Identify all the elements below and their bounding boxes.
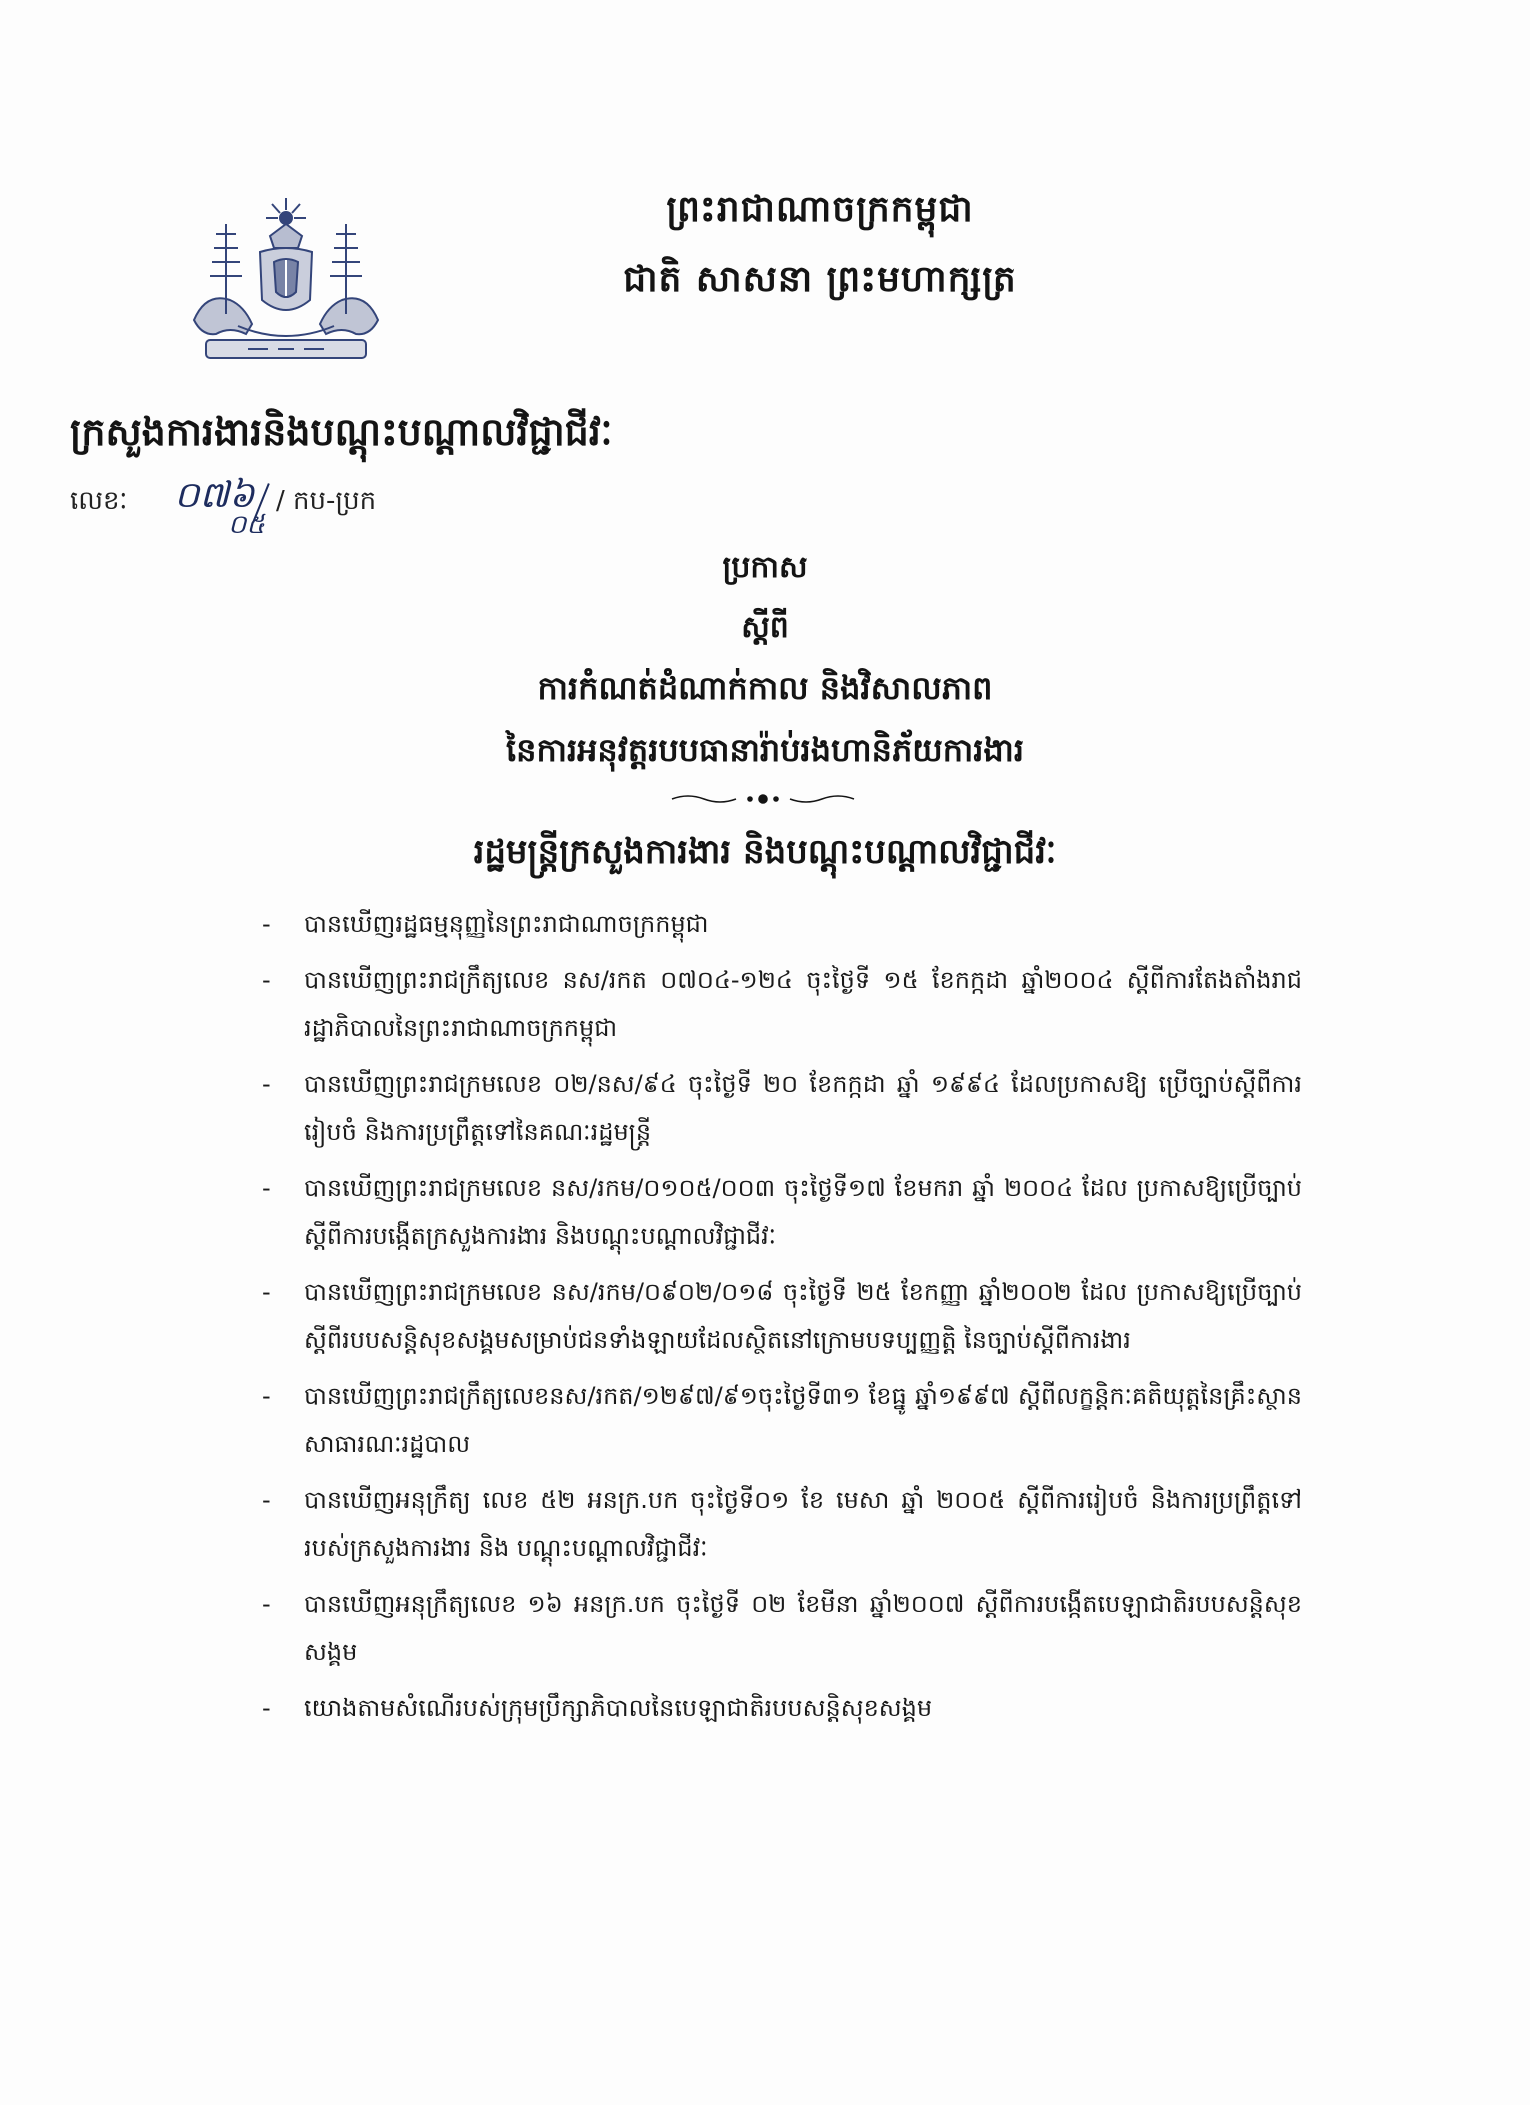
- ministry-name: ក្រសួងការងារនិងបណ្តុះបណ្តាលវិជ្ជាជីវៈ: [70, 409, 613, 454]
- national-motto: ជាតិ សាសនា ព្រះមហាក្សត្រ: [623, 258, 1017, 300]
- handwritten-reference-year: ០៥: [228, 510, 265, 540]
- list-item: [262, 1476, 1302, 1572]
- list-item: [262, 1580, 1302, 1676]
- issuing-authority: រដ្ឋមន្ត្រីក្រសួងការងារ និងបណ្តុះបណ្តាលវិជ្ជាជីវៈ: [473, 832, 1057, 872]
- ornament-divider: [668, 792, 858, 806]
- list-dash: -: [262, 1382, 271, 1410]
- list-item: [262, 1372, 1302, 1468]
- list-item-text: បានឃើញអនុក្រឹត្យលេខ ១៦ អនក្រ.បក ចុះថ្ងៃទី ០២ ខែមីនា ឆ្នាំ២០០៧ ស្តីពីការបង្កើតបេឡាជាតិរបបសន្តិសុខសង្គម: [304, 1590, 1302, 1666]
- document-about: ស្តីពី: [741, 610, 789, 645]
- list-item-text: បានឃើញព្រះរាជក្រឹត្យលេខ នស/រកត ០៧០៤-១២៤ ចុះថ្ងៃទី ១៥ ខែកក្កដា ឆ្នាំ២០០៤ ស្តីពីការតែងតាំងរាជរដ្ឋាភិបាលនៃព្រះរាជាណាចក្រកម្ពុជា: [304, 966, 1302, 1042]
- kingdom-title: ព្រះរាជាណាចក្រកម្ពុជា: [666, 188, 974, 230]
- list-dash: -: [262, 966, 271, 994]
- list-item: [262, 1060, 1302, 1156]
- list-item: [262, 1164, 1302, 1260]
- list-item: [262, 956, 1302, 1052]
- royal-emblem-icon: [186, 196, 386, 366]
- list-item: [262, 900, 1302, 948]
- reference-suffix: / កប-ប្រក: [276, 486, 377, 516]
- reference-label: លេខៈ: [70, 486, 128, 516]
- handwritten-reference-number: ០៧៦: [174, 475, 255, 516]
- subject-line-2: នៃការអនុវត្តរបបធានារ៉ាប់រងហានិភ័យការងារ: [506, 731, 1024, 769]
- list-item-text: បានឃើញព្រះរាជក្រឹត្យលេខនស/រកត/១២៩៧/៩១ចុះថ្ងៃទី៣១ ខែធ្នូ ឆ្នាំ១៩៩៧ ស្តីពីលក្ខន្តិកៈគតិយុត្តនៃគ្រឹះស្ថានសាធារណៈរដ្ឋបាល: [304, 1382, 1302, 1458]
- list-item-text: បានឃើញអនុក្រឹត្យ លេខ ៥២ អនក្រ.បក ចុះថ្ងៃទី០១ ខែ មេសា ឆ្នាំ ២០០៥ ស្តីពីការរៀបចំ និងការប្រព្រឹត្តទៅរបស់ក្រសួងការងារ និង បណ្តុះបណ្តាលវិជ្ជាជីវៈ: [304, 1486, 1302, 1562]
- list-item: [262, 1684, 1302, 1732]
- list-dash: -: [262, 1070, 271, 1098]
- list-item-text: បានឃើញរដ្ឋធម្មនុញ្ញនៃព្រះរាជាណាចក្រកម្ពុជា: [304, 910, 709, 938]
- list-dash: -: [262, 1486, 271, 1514]
- document-type: ប្រកាស: [722, 550, 808, 585]
- list-item-text: បានឃើញព្រះរាជក្រមលេខ នស/រកម/០៩០២/០១៨ ចុះថ្ងៃទី ២៥ ខែកញ្ញា ឆ្នាំ២០០២ ដែល ប្រកាសឱ្យប្រើច្បាប់ស្តីពីរបបសន្តិសុខសង្គមសម្រាប់ជនទាំងឡាយដែលស្ថិតនៅក្រោមបទប្បញ្ញត្តិ នៃច្បាប់ស្តីពីការងារ: [304, 1278, 1302, 1354]
- list-dash: -: [262, 1174, 271, 1202]
- list-item-text: បានឃើញព្រះរាជក្រមលេខ នស/រកម/០១០៥/០០៣ ចុះថ្ងៃទី១៧ ខែមករា ឆ្នាំ ២០០៤ ដែល ប្រកាសឱ្យប្រើច្បាប់ស្តីពីការបង្កើតក្រសួងការងារ និងបណ្តុះបណ្តាលវិជ្ជាជីវៈ: [304, 1174, 1302, 1250]
- list-dash: -: [262, 910, 271, 938]
- list-item: [262, 1268, 1302, 1364]
- list-dash: -: [262, 1694, 271, 1722]
- preamble-list: [262, 900, 1302, 1732]
- list-dash: -: [262, 1590, 271, 1618]
- list-dash: -: [262, 1278, 271, 1306]
- list-item-text: បានឃើញព្រះរាជក្រមលេខ ០២/នស/៩៤ ចុះថ្ងៃទី ២០ ខែកក្កដា ឆ្នាំ ១៩៩៤ ដែលប្រកាសឱ្យ ប្រើច្បាប់ស្តីពីការរៀបចំ និងការប្រព្រឹត្តទៅនៃគណៈរដ្ឋមន្ត្រី: [304, 1070, 1302, 1146]
- subject-line-1: ការកំណត់ដំណាក់កាល និងវិសាលភាព: [537, 669, 993, 707]
- list-item-text: យោងតាមសំណើរបស់ក្រុមប្រឹក្សាភិបាលនៃបេឡាជាតិរបបសន្តិសុខសង្គម: [304, 1694, 933, 1722]
